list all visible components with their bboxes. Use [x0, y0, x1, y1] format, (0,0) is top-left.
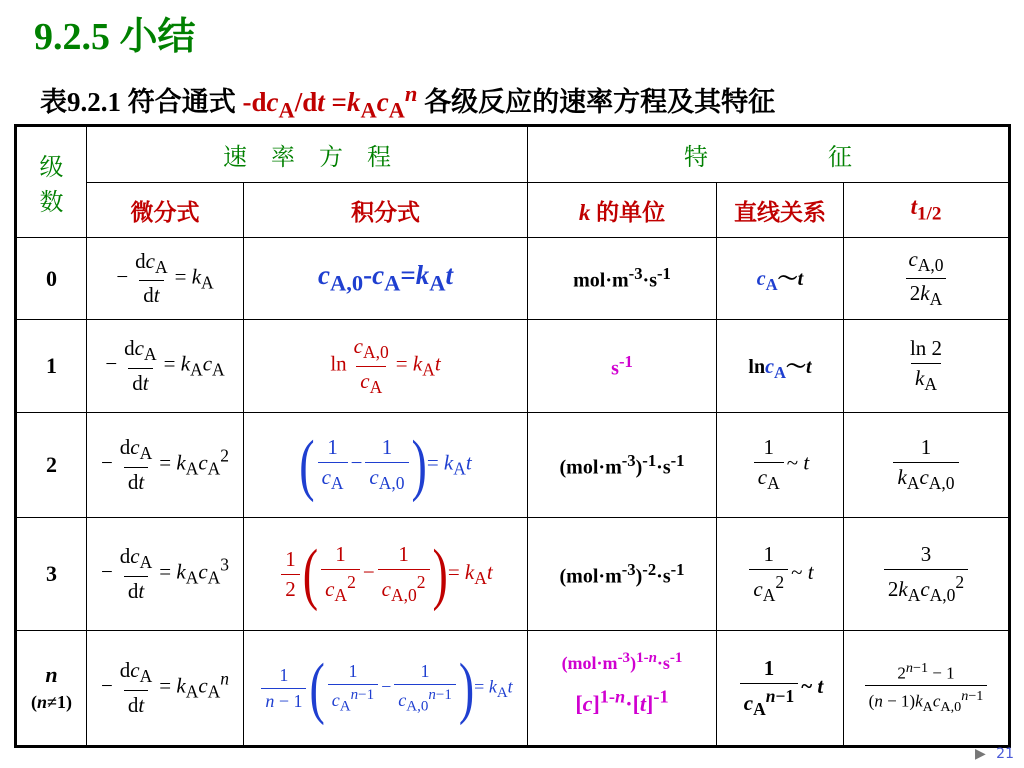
page-title: [34, 14, 196, 60]
linear-cell: $\frac{1}{c_A}$ ~ t: [717, 413, 844, 518]
header-features: 特 征: [528, 126, 1010, 183]
play-arrow-icon[interactable]: ▶: [974, 746, 986, 762]
table-row: [16, 238, 1010, 320]
half-life-cell: $\frac{3}{2k_Ac_{A,0}^2}$: [844, 518, 1010, 631]
table-row: [16, 413, 1010, 518]
linear-cell: $\frac{1}{c_A^{n-1}}$ ~ t: [717, 631, 844, 747]
header-order: 级 数: [16, 126, 87, 238]
header-row-1: [16, 126, 1010, 183]
table-row: [16, 518, 1010, 631]
k-unit-cell: $(mol\cdot m^{-3})^{1-n}\cdot s^{-1}$ $[c]^{1-n}\cdot[t]^{-1}$: [528, 631, 717, 747]
caption-suffix: 各级反应的速率方程及其特征: [424, 87, 776, 117]
order-cell: [16, 631, 87, 747]
differential-cell: − $\frac{dc_A}{dt}$ = $k_Ac_A^3$: [87, 518, 244, 631]
order-cell: 0: [16, 238, 87, 320]
table-row: [16, 320, 1010, 413]
header-rate-equation: 速 率 方 程: [87, 126, 528, 183]
caption-formula: $-dc_A/dt =k_Ac_A^n$: [242, 81, 418, 123]
half-life-cell: $\frac{c_{A,0}}{2k_A}$: [844, 238, 1010, 320]
table-row: [16, 631, 1010, 747]
caption-prefix: 表9.2.1 符合通式: [40, 87, 236, 117]
header-linear: 直线关系: [717, 183, 844, 238]
header-row-2: [16, 183, 1010, 238]
differential-cell: − $\frac{dc_A}{dt}$ = $k_A$: [87, 238, 244, 320]
integral-cell: $\frac{1}{n - 1}$ ( $\frac{1}{c_A^{n-1}}$ − $\frac{1}{c_{A,0}^{n-1}}$ )= $k_At$: [244, 631, 528, 747]
slide-footer: [975, 746, 1014, 762]
order-n-label: n: [45, 662, 58, 687]
order-n-note: (n≠1): [31, 692, 72, 712]
half-life-cell: $\frac{\ln 2}{k_A}$: [844, 320, 1010, 413]
differential-cell: − $\frac{dc_A}{dt}$ = $k_Ac_A$: [87, 320, 244, 413]
differential-cell: − $\frac{dc_A}{dt}$ = $k_Ac_A^2$: [87, 413, 244, 518]
k-unit-cell: $(mol\cdot m^{-3})^{-1}\cdot s^{-1}$: [528, 413, 717, 518]
rate-equation-table: [14, 124, 1011, 748]
integral-cell: ln $\frac{c_{A,0}}{c_A}$ = $k_At$: [244, 320, 528, 413]
order-cell: 3: [16, 518, 87, 631]
k-unit-cell: $(mol\cdot m^{-3})^{-2}\cdot s^{-1}$: [528, 518, 717, 631]
header-integral: 积分式: [244, 183, 528, 238]
order-cell: 1: [16, 320, 87, 413]
header-k-unit: k 的单位: [528, 183, 717, 238]
linear-cell: $c_A\sim t$: [717, 238, 844, 320]
header-half-life: $t_{1/2}$: [844, 183, 1010, 238]
half-life-cell: $\frac{2^{n-1} - 1}{(n - 1)k_Ac_{A,0}^{n-1}}$: [844, 631, 1010, 747]
integral-cell: $\frac{1}{2}$ ( $\frac{1}{c_A^2}$ − $\frac{1}{c_{A,0}^2}$ )= $k_At$: [244, 518, 528, 631]
k-unit-cell: $s^{-1}$: [528, 320, 717, 413]
integral-cell: $c_{A,0}-c_A=k_At$: [244, 238, 528, 320]
title-text: 9.2.5 小结: [34, 16, 196, 58]
differential-cell: − $\frac{dc_A}{dt}$ = $k_Ac_A^n$: [87, 631, 244, 747]
linear-cell: lnc$_A$～t: [717, 320, 844, 413]
page-number: 21: [996, 746, 1014, 762]
integral-cell: ( $\frac{1}{c_A}$ − $\frac{1}{c_{A,0}}$ )= $k_At$: [244, 413, 528, 518]
linear-cell: $\frac{1}{c_A^2}$ ~ t: [717, 518, 844, 631]
order-cell: 2: [16, 413, 87, 518]
header-differential: 微分式: [87, 183, 244, 238]
half-life-cell: $\frac{1}{k_Ac_{A,0}}$: [844, 413, 1010, 518]
k-unit-cell: $mol\cdot m^{-3}\cdot s^{-1}$: [528, 238, 717, 320]
table-caption: [40, 76, 775, 128]
